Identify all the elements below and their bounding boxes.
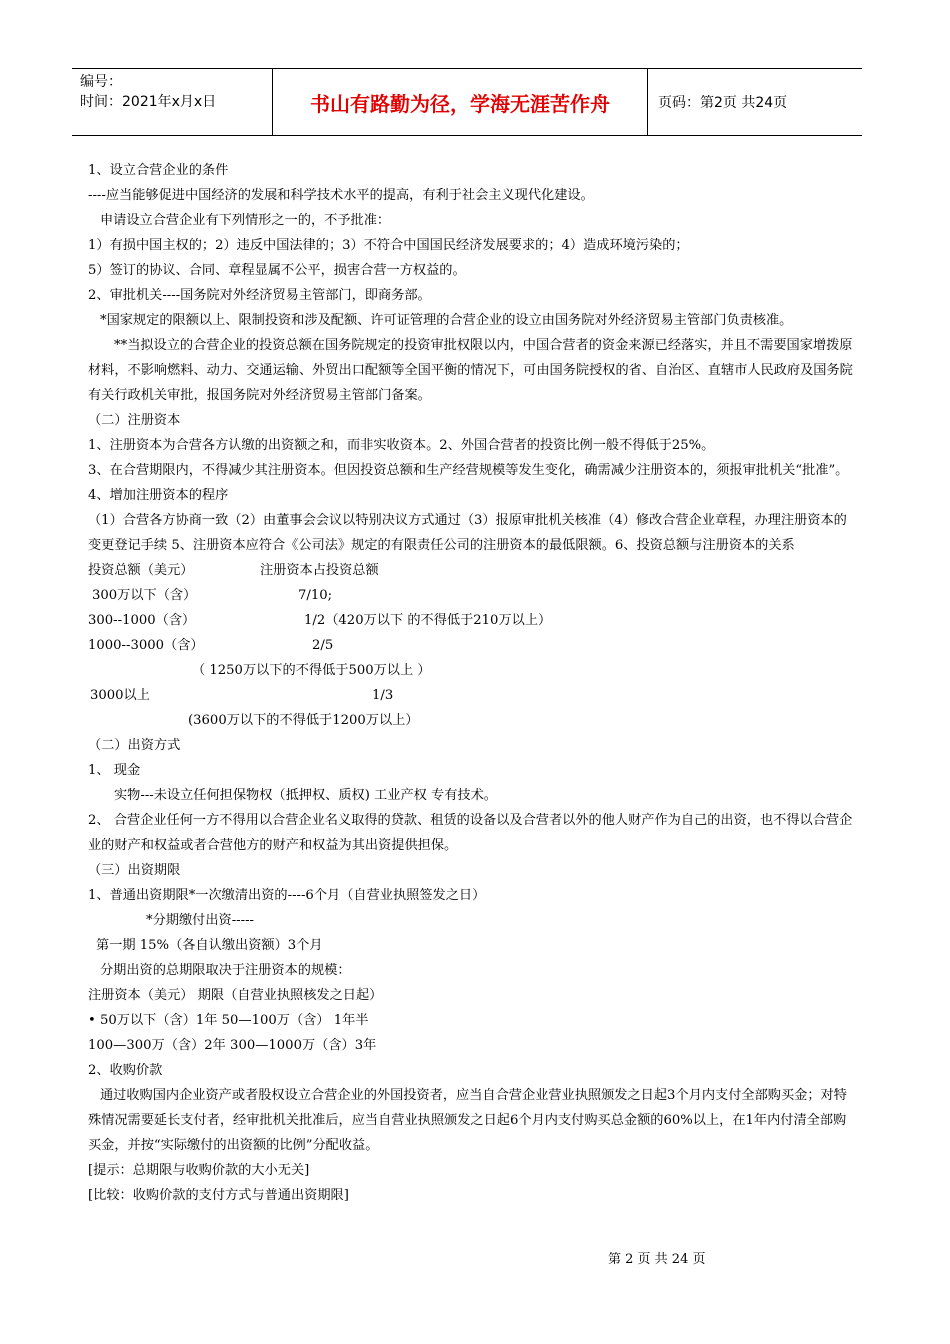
paragraph: （1）合营各方协商一致（2）由董事会会议以特别决议方式通过（3）报原审批机关核准（4）修改合营企业章程，办理注册资本的变更登记手续 5、注册资本应符合《公司法》规定的有限责任公司的注册资本的最低限额。6、投资总额与注册资本的关系	[88, 513, 847, 553]
table-note: (3600万以下的不得低于1200万以上）	[188, 713, 419, 728]
document-time-label: 时间：2021年x月x日	[80, 94, 217, 110]
table-note-row	[88, 708, 853, 733]
paragraph: **当拟设立的合营企业的投资总额在国务院规定的投资审批权限以内，中国合营者的资金来源已经落实，并且不需要国家增拨原材料，不影响燃料、动力、交通运输、外贸出口配额等全国平衡的情况下，可由国务院授权的省、自治区、直辖市人民政府及国务院有关行政机关审批，报国务院对外经济贸易主管部门备案。	[88, 338, 853, 403]
table-header: 注册资本占投资总额	[260, 563, 379, 578]
table-cell: 7/10;	[298, 588, 333, 603]
section-heading: （二）出资方式	[88, 738, 181, 753]
section-heading: （三）出资期限	[88, 863, 181, 878]
page-header	[72, 68, 862, 136]
paragraph: 实物---未设立任何担保物权（抵押权、质权) 工业产权 专有技术。	[114, 788, 497, 803]
header-motto: 书山有路勤为径，学海无涯苦作舟	[272, 69, 648, 135]
section-heading: 2、审批机关----国务院对外经济贸易主管部门，即商务部。	[88, 288, 431, 303]
note: [提示：总期限与收购价款的大小无关]	[88, 1163, 310, 1178]
table-cell: 3000以上	[90, 688, 150, 703]
table-cell: 2/5	[312, 638, 334, 653]
paragraph: 100—300万（含）2年 300—1000万（含）3年	[88, 1038, 377, 1053]
paragraph: 1、 现金	[88, 763, 141, 778]
paragraph: 1、普通出资期限*一次缴清出资的----6个月（自营业执照签发之日）	[88, 888, 486, 903]
section-heading: 1、设立合营企业的条件	[88, 163, 229, 178]
note: [比较：收购价款的支付方式与普通出资期限]	[88, 1188, 349, 1203]
paragraph: 5）签订的协议、合同、章程显属不公平，损害合营一方权益的。	[88, 263, 466, 278]
paragraph: *分期缴付出资-----	[146, 913, 254, 928]
paragraph: 1）有损中国主权的；2）违反中国法律的；3）不符合中国国民经济发展要求的；4）造成环境污染的；	[88, 238, 689, 253]
page-footer: 第 2 页 共 24 页	[608, 1252, 706, 1267]
table-cell: 300--1000（含）	[88, 613, 196, 628]
paragraph: 2、 合营企业任何一方不得用以合营企业名义取得的贷款、租赁的设备以及合营者以外的他人财产作为自己的出资，也不得以合营企业的财产和权益或者合营他方的财产和权益为其出资提供担保。	[88, 813, 853, 853]
paragraph: 分期出资的总期限取决于注册资本的规模：	[100, 963, 351, 978]
table-header: 投资总额（美元）	[88, 563, 194, 578]
paragraph: 注册资本（美元） 期限（自营业执照核发之日起）	[88, 988, 383, 1003]
section-heading: 2、收购价款	[88, 1063, 163, 1078]
paragraph: 通过收购国内企业资产或者股权设立合营企业的外国投资者，应当自合营企业营业执照颁发之日起3个月内支付全部购买金；对特殊情况需要延长支付者，经审批机关批准后，应当自营业执照颁发之日起6个月内支付购买总金额的60%以上，在1年内付清全部购买金，并按“实际缴付的出资额的比例”分配收益。	[88, 1088, 847, 1153]
table-cell: 1000--3000（含）	[88, 638, 204, 653]
paragraph: 申请设立合营企业有下列情形之一的，不予批准：	[100, 213, 391, 228]
document-number-label: 编号：	[80, 74, 122, 90]
paragraph: 第一期 15%（各自认缴出资额）3个月	[96, 938, 323, 953]
table-note: （ 1250万以下的不得低于500万以上 ）	[192, 663, 431, 678]
table-cell: 1/3	[372, 688, 394, 703]
document-body	[88, 158, 853, 1208]
investment-ratio-table	[88, 558, 853, 708]
paragraph: *国家规定的限额以上、限制投资和涉及配额、许可证管理的合营企业的设立由国务院对外经济贸易主管部门负责核准。	[100, 313, 793, 328]
section-heading: （二）注册资本	[88, 413, 181, 428]
paragraph: • 50万以下（含）1年 50—100万（含） 1年半	[88, 1013, 369, 1028]
header-page-label: 页码：第2页 共24页	[658, 95, 788, 111]
header-meta	[72, 69, 272, 135]
paragraph: ----应当能够促进中国经济的发展和科学技术水平的提高，有利于社会主义现代化建设。	[88, 188, 594, 203]
paragraph: 1、注册资本为合营各方认缴的出资额之和，而非实收资本。2、外国合营者的投资比例一般不得低于25%。	[88, 438, 715, 453]
paragraph: 3、在合营期限内，不得减少其注册资本。但因投资总额和生产经营规模等发生变化，确需减少注册资本的，须报审批机关“批准”。4、增加注册资本的程序	[88, 463, 849, 503]
table-cell: 1/2（420万以下 的不得低于210万以上）	[304, 613, 552, 628]
table-cell: 300万以下（含）	[92, 588, 197, 603]
